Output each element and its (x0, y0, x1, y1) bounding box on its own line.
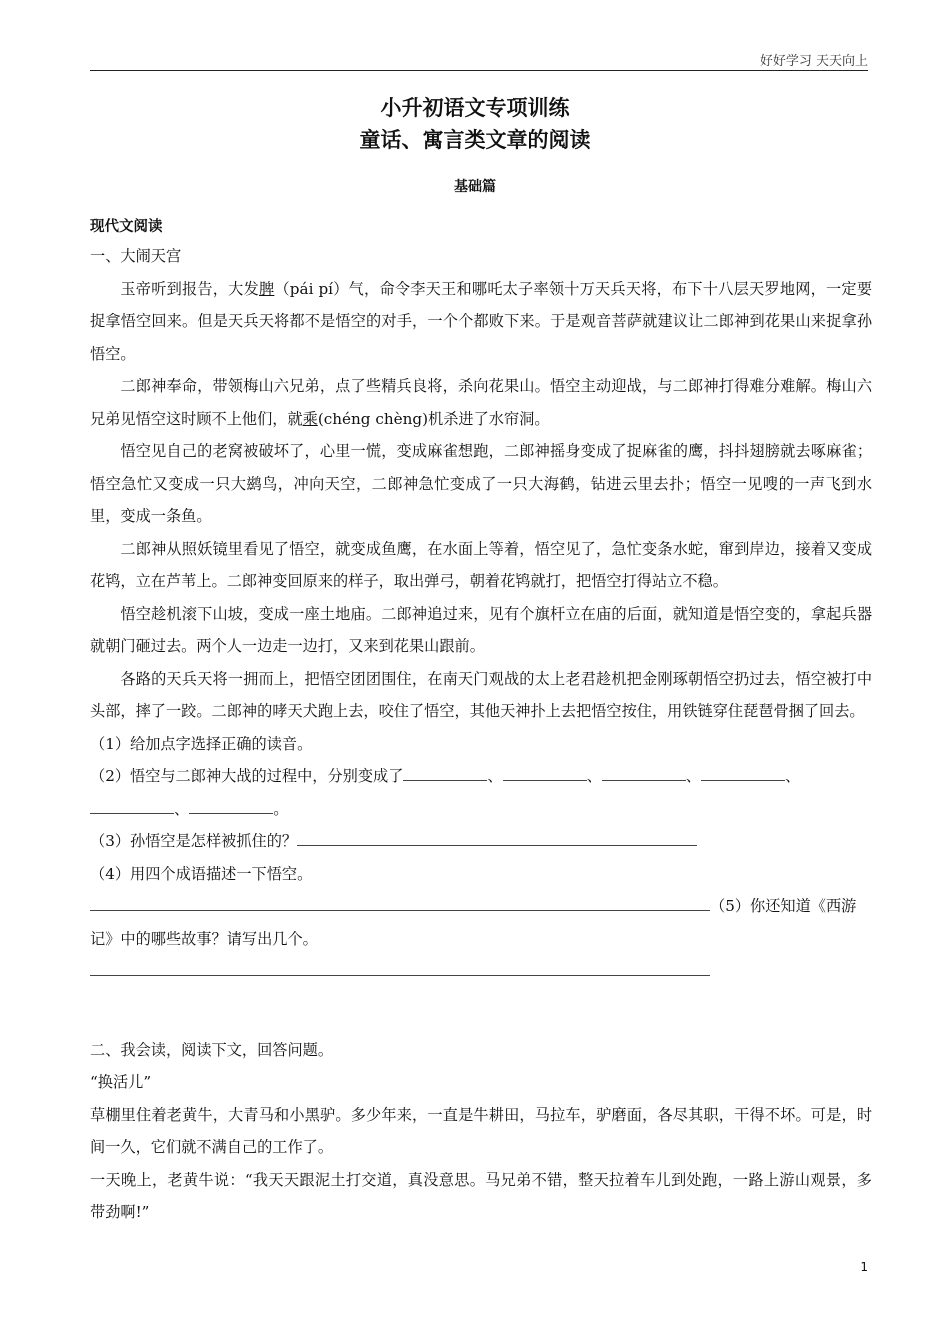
question-4: （4）用四个成语描述一下悟空。 (90, 864, 313, 883)
passage1-paragraph: 各路的天兵天将一拥而上，把悟空团团围住，在南天门观战的太上老君趁机把金刚琢朝悟空扔过去，悟空被打中头部，摔了一跤。二郎神的哮天犬跑上去，咬住了悟空，其他天神扑上去把悟空按住，用铁链穿住琵琶骨捆了回去。 (90, 669, 872, 720)
passage1-paragraph: 二郎神从照妖镜里看见了悟空，就变成鱼鹰，在水面上等着，悟空见了，急忙变条水蛇，窜到岸边，接着又变成花鸨，立在芦苇上。二郎神变回原来的样子，取出弹弓，朝着花鸨就打，把悟空打得站立不稳。 (90, 539, 872, 590)
question-5-answer (90, 955, 872, 988)
answer-blank[interactable] (90, 909, 710, 911)
header-text: 好好学习 天天向上 (759, 54, 868, 69)
passage1-paragraph: 悟空见自己的老窝被破坏了，心里一慌，变成麻雀想跑，二郎神摇身变成了捉麻雀的鹰，抖抖翅膀就去啄麻雀；悟空急忙又变成一只大鹚鸟，冲向天空，二郎神急忙变成了一只大海鹤，钻进云里去扑；悟空一见嗖的一声飞到水里，变成一条鱼。 (90, 442, 872, 525)
document-body (90, 214, 872, 1229)
passage1-paragraph (90, 273, 872, 371)
answer-blank[interactable] (90, 812, 174, 814)
answer-blank[interactable] (403, 779, 487, 781)
answer-blank[interactable] (602, 779, 686, 781)
passage1-title: 一、大闹天宫 (90, 247, 182, 265)
title-line-2: 童话、寓言类文章的阅读 (359, 127, 591, 152)
section-heading: 现代文阅读 (90, 219, 163, 235)
answer-blank[interactable] (189, 812, 273, 814)
answer-blank[interactable] (701, 779, 785, 781)
dotted-char: 脾 (258, 279, 275, 298)
spacer (90, 988, 872, 1034)
question-5-text: （5）你还知道《西游记》中的哪些故事？请写出几个。 (90, 897, 857, 948)
text-run: （pái pí）气，命令李天王和哪吒太子率领十万天兵天将，布下十八层天罗地网，一定要捉拿悟空回来。但是天兵天将都不是悟空的对手，一个个都败下来。于是观音菩萨就建议让二郎神到花果山来捉拿孙悟空。 (90, 279, 873, 363)
separator: 、 (685, 767, 701, 785)
passage1-paragraph (90, 370, 872, 435)
separator: 、 (586, 767, 602, 785)
subtitle: 基础篇 (454, 179, 496, 195)
passage2-title: 二、我会读，阅读下文，回答问题。 (90, 1040, 333, 1059)
answer-blank[interactable] (503, 779, 587, 781)
dotted-char: 乘 (302, 409, 318, 428)
separator: 、 (784, 767, 801, 785)
period: 。 (273, 799, 289, 818)
passage2-name: “换活儿” (90, 1073, 152, 1091)
question-1: （1）给加点字选择正确的读音。 (90, 734, 313, 753)
answer-blank[interactable] (297, 844, 697, 846)
passage2-paragraph: 一天晚上，老黄牛说：“我天天跟泥土打交道，真没意思。马兄弟不错，整天拉着车儿到处跑，一路上游山观景，多带劲啊!” (90, 1170, 872, 1221)
question-3-text: （3）孙悟空是怎样被抓住的？ (90, 832, 298, 850)
passage1-paragraph: 悟空趁机滚下山坡，变成一座土地庙。二郎神追过来，见有个旗杆立在庙的后面，就知道是悟空变的，拿起兵器就朝门砸过去。两个人一边走一边打，又来到花果山跟前。 (90, 604, 872, 655)
passage2-paragraph: 草棚里住着老黄牛，大青马和小黑驴。多少年来，一直是牛耕田，马拉车，驴磨面，各尽其职，干得不坏。可是，时间一久，它们就不满自己的工作了。 (90, 1105, 872, 1156)
question-2-text: （2）悟空与二郎神大战的过程中，分别变成了 (90, 767, 404, 785)
page-header (90, 50, 868, 71)
question-2 (90, 760, 872, 825)
answer-blank[interactable] (90, 974, 710, 976)
text-run: (chéng chèng)机杀进了水帘洞。 (317, 409, 550, 428)
question-4-answer (90, 890, 872, 955)
text-run: 玉帝听到报告，大发 (120, 279, 259, 298)
page-number: 1 (860, 1260, 868, 1274)
separator: 、 (487, 767, 503, 785)
question-3 (90, 825, 872, 858)
title-line-1: 小升初语文专项训练 (380, 95, 570, 120)
separator: 、 (174, 799, 190, 818)
text-run: 二郎神奉命，带领梅山六兄弟，点了些精兵良将，杀向花果山。悟空主动迎战，与二郎神打得难分难解。梅山六兄弟见悟空这时顾不上他们，就 (90, 377, 872, 428)
